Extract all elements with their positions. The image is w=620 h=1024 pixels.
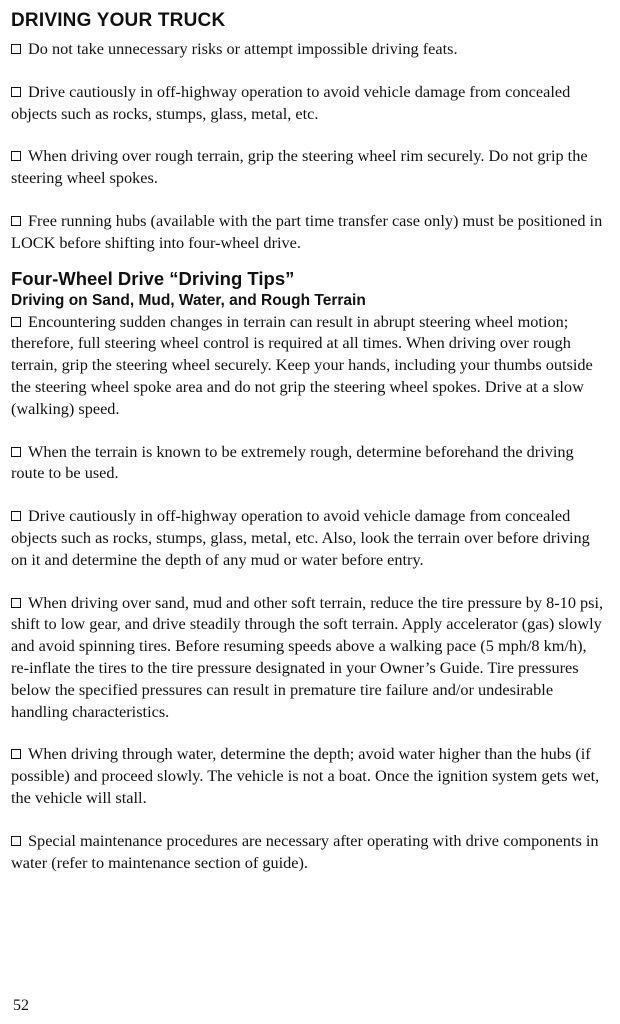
manual-page bbox=[11, 10, 607, 894]
checkbox-bullet-icon bbox=[11, 836, 21, 846]
list-item bbox=[11, 311, 607, 420]
driving-list bbox=[11, 38, 607, 254]
list-item bbox=[11, 38, 607, 60]
list-item bbox=[11, 441, 607, 485]
checkbox-bullet-icon bbox=[11, 216, 21, 226]
list-item-text: Do not take unnecessary risks or attempt impossible driving feats. bbox=[28, 39, 458, 58]
list-item-text: When driving over sand, mud and other soft terrain, reduce the tire pressure by 8-10 psi, shift to low gear, and drive steadily through the soft terrain. Apply accelerator (gas) slowly and avoid spinning tires. Before resuming speeds above a walking pace (5 mph/8 km/h), re-inflate the tires to the tire pressure designated in your Owner’s Guide. Tire pressures below the specified pressures can result in premature tire failure and/or undesirable handling characteristics. bbox=[11, 592, 604, 721]
checkbox-bullet-icon bbox=[11, 749, 21, 759]
list-item bbox=[11, 505, 607, 570]
list-item-text: When the terrain is known to be extremely rough, determine beforehand the driving route to be used. bbox=[11, 441, 574, 483]
tips-heading: Four-Wheel Drive “Driving Tips” bbox=[11, 267, 295, 289]
list-item-text: When driving through water, determine the depth; avoid water higher than the hubs (if possible) and proceed slowly. The vehicle is not a boat. Once the ignition system gets wet, the vehicle will stall. bbox=[11, 744, 600, 807]
terrain-heading: Driving on Sand, Mud, Water, and Rough Terrain bbox=[11, 291, 366, 309]
list-item bbox=[11, 830, 607, 874]
list-item bbox=[11, 81, 607, 125]
checkbox-bullet-icon bbox=[11, 317, 21, 327]
checkbox-bullet-icon bbox=[11, 44, 21, 54]
checkbox-bullet-icon bbox=[11, 598, 21, 608]
checkbox-bullet-icon bbox=[11, 511, 21, 521]
checkbox-bullet-icon bbox=[11, 447, 21, 457]
page-number: 52 bbox=[13, 997, 29, 1014]
list-item bbox=[11, 592, 607, 723]
checkbox-bullet-icon bbox=[11, 87, 21, 97]
list-item-text: Encountering sudden changes in terrain can result in abrupt steering wheel motion; therefore, full steering wheel control is required at all times. When driving over rough terrain, grip the steering wheel securely. Keep your hands, including your thumbs outside the steering wheel spoke area and do not grip the steering wheel spokes. Drive at a slow (walking) speed. bbox=[11, 311, 593, 418]
list-item-text: Drive cautiously in off-highway operation to avoid vehicle damage from concealed objects such as rocks, stumps, glass, metal, etc. Also, look the terrain over before driving on it and determine the depth of any mud or water before entry. bbox=[11, 506, 590, 569]
list-item-text: Drive cautiously in off-highway operation to avoid vehicle damage from concealed objects such as rocks, stumps, glass, metal, etc. bbox=[11, 81, 571, 123]
list-item-text: Special maintenance procedures are necessary after operating with drive components in water (refer to maintenance section of guide). bbox=[11, 830, 599, 872]
list-item bbox=[11, 145, 607, 189]
list-item-text: When driving over rough terrain, grip the steering wheel rim securely. Do not grip the steering wheel spokes. bbox=[11, 146, 588, 188]
checkbox-bullet-icon bbox=[11, 151, 21, 161]
list-item-text: Free running hubs (available with the part time transfer case only) must be positioned in LOCK before shifting into four-wheel drive. bbox=[11, 210, 603, 252]
terrain-list bbox=[11, 311, 607, 874]
list-item bbox=[11, 743, 607, 808]
list-item bbox=[11, 210, 607, 254]
section-heading: DRIVING YOUR TRUCK bbox=[11, 10, 226, 31]
